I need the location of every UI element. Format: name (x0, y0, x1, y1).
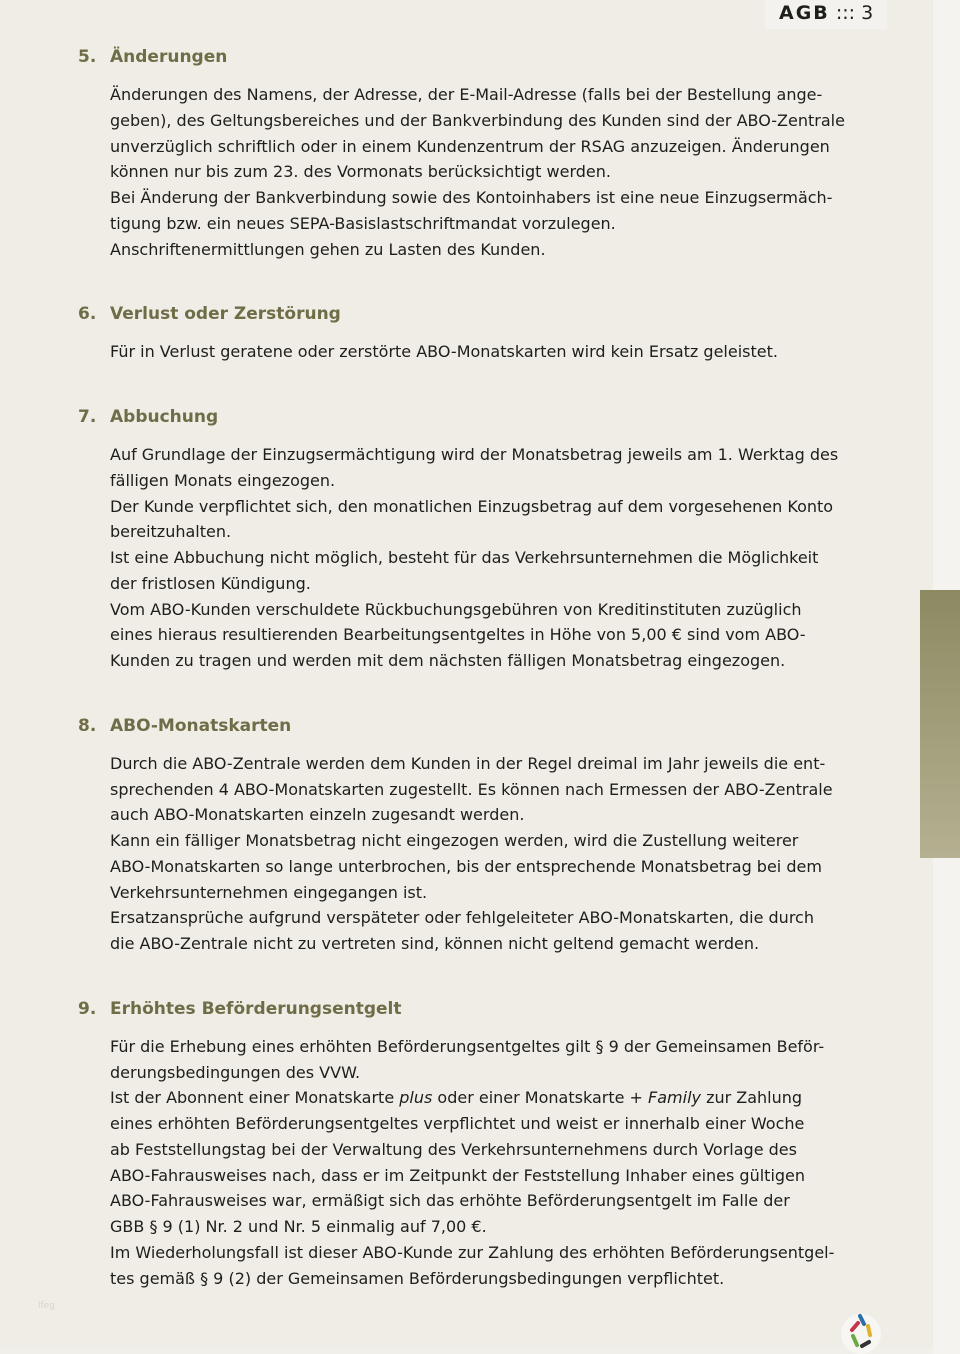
text-segment: ABO-Monatskarten so lange unterbrochen, bis der entsprechende Monatsbetrag bei dem (110, 856, 822, 876)
section (0, 404, 920, 674)
text-line (0, 1188, 920, 1214)
sidebar-color-bar (920, 590, 960, 858)
text-line (0, 1137, 920, 1163)
text-segment: oder einer Monatskarte (432, 1088, 630, 1108)
section-heading (0, 996, 920, 1022)
text-segment: bereitzuhalten. (110, 522, 232, 542)
text-segment: sprechenden 4 ABO-Monatskarten zugestellt. Es können nach Ermessen der ABO-Zentrale (110, 779, 833, 799)
text-line (0, 159, 920, 185)
text-segment: Durch die ABO-Zentrale werden dem Kunden in der Regel dreimal im Jahr jeweils die ent- (110, 753, 826, 773)
text-segment: Für in Verlust geratene oder zerstörte ABO-Monatskarten wird kein Ersatz geleistet. (110, 342, 778, 362)
text-line (0, 648, 920, 674)
section-number: 6. (78, 304, 97, 325)
text-line (0, 519, 920, 545)
text-line (0, 108, 920, 134)
text-segment: die ABO-Zentrale nicht zu vertreten sind, können nicht geltend gemacht werden. (110, 934, 760, 953)
text-line (0, 1240, 920, 1266)
text-line (0, 442, 920, 468)
text-line (0, 1060, 920, 1086)
section-number: 5. (78, 47, 97, 67)
text-segment: Für die Erhebung eines erhöhten Beförderungsentgeltes gilt § 9 der Gemeinsamen Beför- (110, 1036, 825, 1056)
italic-text: + Family (629, 1088, 701, 1108)
text-segment: eines erhöhten Beförderungsentgeltes verpflichtet und weist er innerhalb einer Woche (110, 1114, 805, 1133)
text-line (0, 854, 920, 880)
text-segment: Verkehrsunternehmen eingegangen ist. (110, 882, 428, 902)
text-line (0, 751, 920, 777)
text-segment: Kunden zu tragen und werden mit dem nächsten fälligen Monatsbetrag eingezogen. (110, 651, 786, 670)
section-number: 8. (78, 715, 97, 736)
text-segment: Anschriftenermittlungen gehen zu Lasten des Kunden. (110, 239, 546, 259)
section-heading (0, 404, 920, 430)
page-number: 3 (861, 2, 874, 24)
section-title: Verlust oder Zerstörung (110, 304, 341, 325)
logo-icon (838, 1308, 884, 1354)
section-heading (0, 301, 920, 327)
page-header-tab (765, 0, 887, 29)
text-line (0, 237, 920, 263)
text-segment: Vom ABO-Kunden verschuldete Rückbuchungsgebühren von Kreditinstituten zuzüglich (110, 599, 802, 619)
section-title: Abbuchung (110, 407, 219, 427)
text-line (0, 905, 920, 931)
text-segment: zur Zahlung (700, 1088, 803, 1108)
text-segment: unverzüglich schriftlich oder in einem Kundenzentrum der RSAG anzuzeigen. Änderungen (110, 136, 830, 156)
text-segment: auch ABO-Monatskarten einzeln zugesandt werden. (110, 805, 525, 825)
text-segment: tes gemäß § 9 (2) der Gemeinsamen Beförderungsbedingungen verpflichtet. (110, 1268, 725, 1288)
text-line (0, 931, 920, 957)
text-line (0, 1085, 920, 1111)
text-line (0, 1266, 920, 1292)
text-line (0, 1034, 920, 1060)
text-segment: Der Kunde verpflichtet sich, den monatlichen Einzugsbetrag auf dem vorgesehenen Konto (110, 496, 834, 516)
section-title: Änderungen (110, 47, 228, 67)
section (0, 713, 920, 957)
section (0, 996, 920, 1292)
text-line (0, 211, 920, 237)
text-line (0, 494, 920, 520)
text-line (0, 339, 920, 365)
section-label: AGB (779, 2, 830, 24)
text-line (0, 880, 920, 906)
italic-text: plus (399, 1088, 433, 1108)
text-line (0, 802, 920, 828)
text-line (0, 597, 920, 623)
text-segment: Ist eine Abbuchung nicht möglich, besteht für das Verkehrsunternehmen die Möglichkeit (110, 548, 819, 567)
text-segment: Änderungen des Namens, der Adresse, der E-Mail-Adresse (falls bei der Bestellung ange- (110, 85, 823, 104)
text-line (0, 571, 920, 597)
text-segment: tigung bzw. ein neues SEPA-Basislastschriftmandat vorzulegen. (110, 213, 616, 233)
text-line (0, 828, 920, 854)
text-line (0, 1111, 920, 1137)
text-line (0, 468, 920, 494)
text-segment: eines hieraus resultierenden Bearbeitungsentgeltes in Höhe von 5,00 € sind vom ABO- (110, 625, 806, 645)
text-segment: können nur bis zum 23. des Vormonats berücksichtigt werden. (110, 162, 611, 182)
text-line (0, 777, 920, 803)
text-segment: Kann ein fälliger Monatsbetrag nicht eingezogen werden, wird die Zustellung weiterer (110, 831, 799, 850)
section-heading (0, 44, 920, 70)
footer-mark: lfeg (38, 1301, 55, 1311)
section-number: 9. (78, 998, 97, 1019)
text-segment: GBB § 9 (1) Nr. 2 und Nr. 5 einmalig auf 7,00 €. (110, 1217, 487, 1236)
text-segment: Auf Grundlage der Einzugsermächtigung wird der Monatsbetrag jeweils am 1. Werktag des (110, 445, 839, 464)
text-segment: derungsbedingungen des VVW. (110, 1062, 361, 1082)
text-segment: Im Wiederholungsfall ist dieser ABO-Kunde zur Zahlung des erhöhten Beförderungsentgel- (110, 1242, 835, 1262)
text-line (0, 545, 920, 571)
text-line (0, 622, 920, 648)
text-segment: Ist der Abonnent einer Monatskarte (110, 1088, 400, 1108)
section-title: Erhöhtes Beförderungsentgelt (110, 998, 402, 1019)
text-segment: ABO-Fahrausweises war, ermäßigt sich das erhöhte Beförderungsentgelt im Falle der (110, 1191, 790, 1211)
text-segment: Bei Änderung der Bankverbindung sowie des Kontoinhabers ist eine neue Einzugsermäch- (110, 188, 833, 207)
document-body (0, 44, 920, 1330)
text-line (0, 1163, 920, 1189)
text-segment: Ersatzansprüche aufgrund verspäteter oder fehlgeleiteter ABO-Monatskarten, die durch (110, 908, 814, 928)
text-segment: fälligen Monats eingezogen. (110, 470, 336, 490)
section (0, 44, 920, 262)
section-heading (0, 713, 920, 739)
text-line (0, 134, 920, 160)
text-segment: ABO-Fahrausweises nach, dass er im Zeitpunkt der Feststellung Inhaber eines gültigen (110, 1165, 806, 1185)
section-title: ABO-Monatskarten (110, 715, 292, 736)
text-line (0, 82, 920, 108)
text-segment: geben), des Geltungsbereiches und der Bankverbindung des Kunden sind der ABO-Zentrale (110, 110, 845, 130)
text-segment: der fristlosen Kündigung. (110, 573, 311, 593)
section-number: 7. (78, 407, 97, 427)
text-line (0, 185, 920, 211)
text-segment: ab Feststellungstag bei der Verwaltung des Verkehrsunternehmens durch Vorlage des (110, 1139, 797, 1159)
text-line (0, 1214, 920, 1240)
separator: ::: (835, 2, 856, 24)
section (0, 301, 920, 365)
